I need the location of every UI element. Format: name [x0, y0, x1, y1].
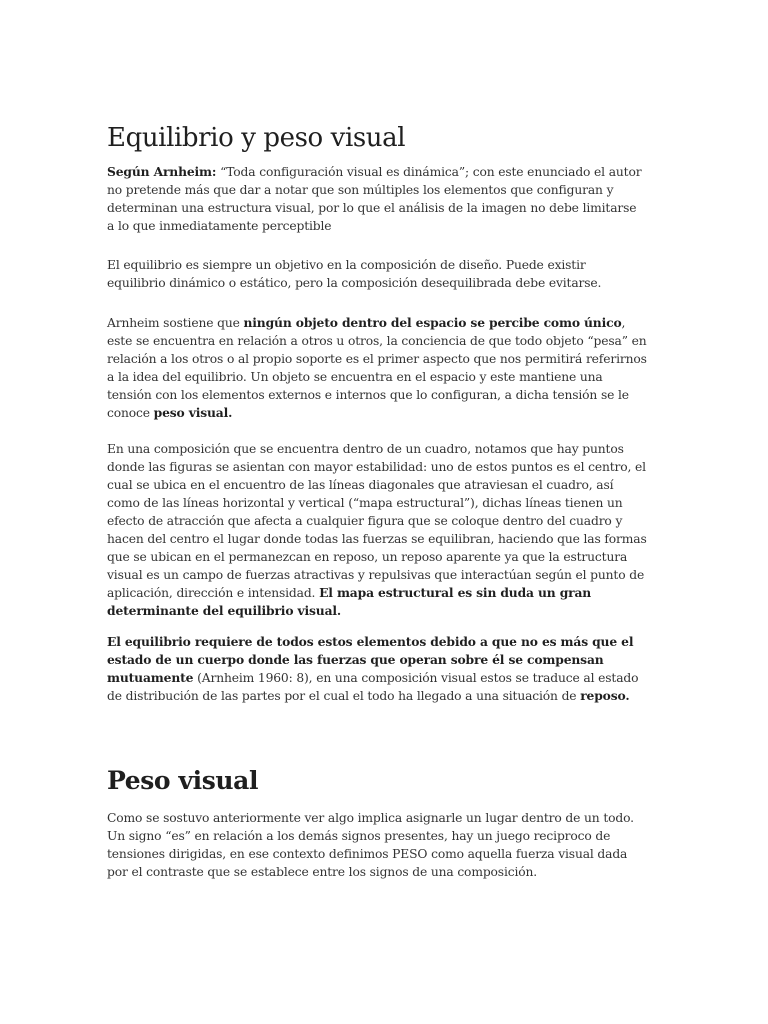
text-span: Arnheim sostiene que	[107, 316, 244, 330]
text-span: , este se encuentra en relación a otros u otros, la conciencia de que todo objeto “pesa” en relación a los otros o al propio soporte es el primer aspecto que nos permitirá referirnos a la idea del equilibrio. Un objeto se encuentra en el espacio y este mantiene una tensión con los elementos externos e internos que lo configuran, a dicha tensión se le conoce	[107, 316, 647, 420]
text-span: (Arnheim 1960: 8), en una composición visual estos se traduce al estado de distribución de las partes por el cual el todo ha llegado a una situación de	[107, 671, 639, 703]
paragraph-visual-weight	[107, 314, 647, 422]
bold-span: reposo.	[580, 688, 630, 703]
text-span: En una composición que se encuentra dentro de un cuadro, notamos que hay puntos donde las figuras se asientan con mayor estabilidad: uno de estos puntos es el centro, el cual se ubica en el encuentro de las líneas diagonales que atraviesan el cuadro, así como de las líneas horizontal y vertical (“mapa estructural”), dichas líneas tienen un efecto de atracción que afecta a cualquier figura que se coloque dentro del cuadro y hacen del centro el lugar donde todas las fuerzas se equilibran, haciendo que las formas que se ubican en el permanezcan en reposo, un reposo aparente ya que la estructura visual es un campo de fuerzas atractivas y repulsivas que interactúan según el punto de aplicación, dirección e intensidad.	[107, 442, 647, 600]
paragraph-arnheim-quote	[107, 163, 647, 235]
bold-span: El mapa estructural es sin duda un gran determinante del equilibrio visual.	[107, 585, 592, 618]
paragraph-equilibrium-goal	[107, 256, 647, 292]
text-span: “Toda configuración visual es dinámica”; con este enunciado el autor no pretende más que dar a notar que son múltiples los elementos que configuran y determinan una estructura visual, por lo que el análisis de la imagen no debe limitarse a lo que inmediatamente perceptible	[107, 165, 642, 233]
bold-span: El equilibrio requiere de todos estos elementos debido a que no es más que el estado de un cuerpo donde las fuerzas que operan sobre él se compensan mutuamente	[107, 634, 634, 685]
paragraph-peso-definition	[107, 809, 647, 881]
bold-span: Según Arnheim:	[107, 164, 217, 179]
paragraph-structural-map	[107, 440, 647, 620]
bold-span: ningún objeto dentro del espacio se percibe como único	[243, 315, 622, 330]
paragraph-equilibrium-definition	[107, 633, 647, 705]
page-title: Equilibrio y peso visual	[107, 123, 406, 153]
text-span: El equilibrio es siempre un objetivo en la composición de diseño. Puede existir equilibrio dinámico o estático, pero la composición desequilibrada debe evitarse.	[107, 258, 602, 290]
text-span: Como se sostuvo anteriormente ver algo implica asignarle un lugar dentro de un todo. Un signo “es” en relación a los demás signos presentes, hay un juego reciproco de tensiones dirigidas, en ese contexto definimos PESO como aquella fuerza visual dada por el contraste que se establece entre los signos de una composición.	[107, 811, 634, 879]
section-heading-peso-visual: Peso visual	[107, 766, 259, 795]
bold-span: peso visual.	[153, 405, 233, 420]
